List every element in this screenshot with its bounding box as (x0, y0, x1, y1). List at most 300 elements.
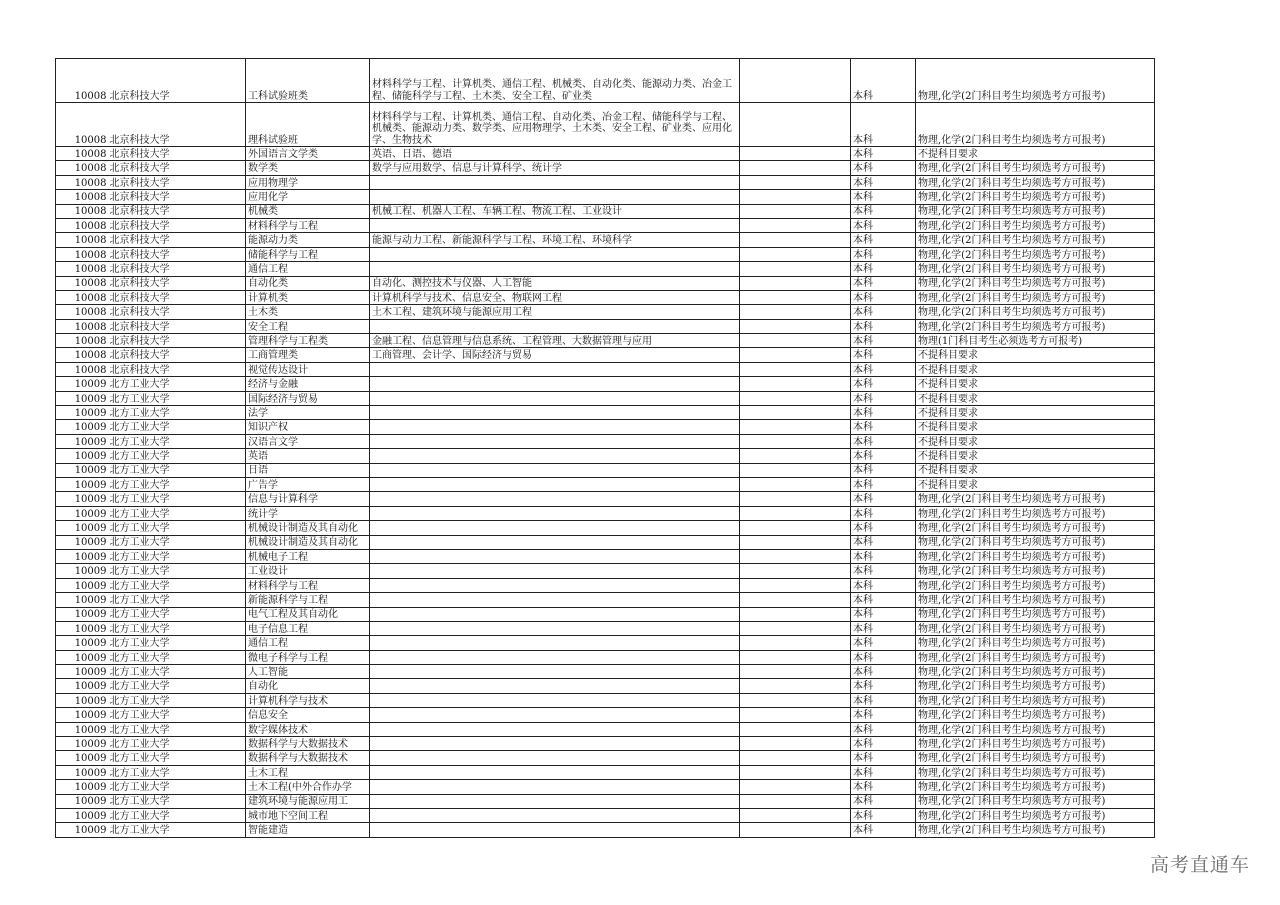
subject-requirement-cell: 物理,化学(2门科目考生均须选考方可报考) (916, 737, 1155, 751)
major-cell: 人工智能 (246, 665, 370, 679)
table-row (56, 334, 1155, 348)
school-code-cell: 10009 (56, 477, 108, 491)
major-cell: 能源动力类 (246, 233, 370, 247)
university-cell: 北方工业大学 (108, 406, 246, 420)
blank-cell (740, 679, 851, 693)
major-cell: 应用化学 (246, 190, 370, 204)
level-cell: 本科 (851, 190, 916, 204)
blank-cell (740, 492, 851, 506)
subject-requirement-cell: 不提科目要求 (916, 463, 1155, 477)
subject-requirement-cell: 物理,化学(2门科目考生均须选考方可报考) (916, 693, 1155, 707)
university-cell: 北方工业大学 (108, 521, 246, 535)
university-cell: 北京科技大学 (108, 175, 246, 189)
table-row (56, 521, 1155, 535)
table-row (56, 621, 1155, 635)
included-majors-cell (370, 823, 740, 837)
blank-cell (740, 449, 851, 463)
major-cell: 自动化 (246, 679, 370, 693)
included-majors-cell: 土木工程、建筑环境与能源应用工程 (370, 305, 740, 319)
university-cell: 北方工业大学 (108, 751, 246, 765)
table-row (56, 348, 1155, 362)
level-cell: 本科 (851, 535, 916, 549)
subject-requirement-cell: 物理,化学(2门科目考生均须选考方可报考) (916, 751, 1155, 765)
major-cell: 土木工程 (246, 765, 370, 779)
level-cell: 本科 (851, 247, 916, 261)
blank-cell (740, 434, 851, 448)
university-cell: 北方工业大学 (108, 564, 246, 578)
major-cell: 材料科学与工程 (246, 578, 370, 592)
university-cell: 北方工业大学 (108, 765, 246, 779)
blank-cell (740, 521, 851, 535)
table-row (56, 262, 1155, 276)
table-row (56, 549, 1155, 563)
included-majors-cell (370, 607, 740, 621)
level-cell: 本科 (851, 823, 916, 837)
school-code-cell: 10009 (56, 794, 108, 808)
subject-requirement-cell: 物理,化学(2门科目考生均须选考方可报考) (916, 578, 1155, 592)
subject-requirement-cell: 不提科目要求 (916, 434, 1155, 448)
major-cell: 土木类 (246, 305, 370, 319)
blank-cell (740, 708, 851, 722)
table-row (56, 751, 1155, 765)
table-row (56, 780, 1155, 794)
level-cell: 本科 (851, 276, 916, 290)
major-cell: 广告学 (246, 477, 370, 491)
major-cell: 微电子科学与工程 (246, 650, 370, 664)
school-code-cell: 10009 (56, 449, 108, 463)
table-row (56, 463, 1155, 477)
major-cell: 数学类 (246, 161, 370, 175)
subject-requirement-cell: 不提科目要求 (916, 391, 1155, 405)
major-cell: 材料科学与工程 (246, 218, 370, 232)
level-cell: 本科 (851, 449, 916, 463)
included-majors-cell (370, 621, 740, 635)
school-code-cell: 10008 (56, 362, 108, 376)
university-cell: 北方工业大学 (108, 593, 246, 607)
table-row (56, 665, 1155, 679)
blank-cell (740, 391, 851, 405)
included-majors-cell (370, 780, 740, 794)
subject-requirement-cell: 物理,化学(2门科目考生均须选考方可报考) (916, 722, 1155, 736)
university-cell: 北京科技大学 (108, 247, 246, 261)
level-cell: 本科 (851, 434, 916, 448)
subject-requirement-cell: 物理(1门科目考生必须选考方可报考) (916, 334, 1155, 348)
university-cell: 北京科技大学 (108, 204, 246, 218)
watermark: 高考直通车 (1149, 854, 1250, 876)
blank-cell (740, 334, 851, 348)
university-cell: 北方工业大学 (108, 434, 246, 448)
school-code-cell: 10009 (56, 506, 108, 520)
university-cell: 北方工业大学 (108, 477, 246, 491)
table-row (56, 161, 1155, 175)
level-cell: 本科 (851, 262, 916, 276)
included-majors-cell (370, 434, 740, 448)
table-row (56, 679, 1155, 693)
table-row (56, 636, 1155, 650)
university-cell: 北方工业大学 (108, 693, 246, 707)
included-majors-cell (370, 492, 740, 506)
school-code-cell: 10009 (56, 549, 108, 563)
table-row (56, 391, 1155, 405)
university-cell: 北京科技大学 (108, 276, 246, 290)
university-cell: 北京科技大学 (108, 218, 246, 232)
blank-cell (740, 161, 851, 175)
blank-cell (740, 665, 851, 679)
table-row (56, 765, 1155, 779)
blank-cell (740, 190, 851, 204)
included-majors-cell (370, 506, 740, 520)
blank-cell (740, 535, 851, 549)
subject-requirement-cell: 物理,化学(2门科目考生均须选考方可报考) (916, 823, 1155, 837)
blank-cell (740, 406, 851, 420)
subject-requirement-cell: 物理,化学(2门科目考生均须选考方可报考) (916, 175, 1155, 189)
school-code-cell: 10009 (56, 535, 108, 549)
table-row (56, 406, 1155, 420)
included-majors-cell (370, 679, 740, 693)
university-cell: 北方工业大学 (108, 377, 246, 391)
table-row (56, 823, 1155, 837)
blank-cell (740, 650, 851, 664)
subject-requirement-cell: 不提科目要求 (916, 348, 1155, 362)
included-majors-cell (370, 564, 740, 578)
major-cell: 自动化类 (246, 276, 370, 290)
blank-cell (740, 290, 851, 304)
school-code-cell: 10008 (56, 161, 108, 175)
blank-cell (740, 506, 851, 520)
included-majors-cell (370, 420, 740, 434)
school-code-cell: 10009 (56, 765, 108, 779)
blank-cell (740, 765, 851, 779)
blank-cell (740, 737, 851, 751)
major-cell: 信息与计算科学 (246, 492, 370, 506)
major-cell: 数字媒体技术 (246, 722, 370, 736)
table-row (56, 650, 1155, 664)
level-cell: 本科 (851, 233, 916, 247)
blank-cell (740, 262, 851, 276)
blank-cell (740, 593, 851, 607)
major-cell: 管理科学与工程类 (246, 334, 370, 348)
blank-cell (740, 808, 851, 822)
subject-requirement-cell: 物理,化学(2门科目考生均须选考方可报考) (916, 492, 1155, 506)
major-cell: 工科试验班类 (246, 59, 370, 103)
major-cell: 计算机类 (246, 290, 370, 304)
level-cell: 本科 (851, 59, 916, 103)
major-cell: 新能源科学与工程 (246, 593, 370, 607)
included-majors-cell: 机械工程、机器人工程、车辆工程、物流工程、工业设计 (370, 204, 740, 218)
university-cell: 北京科技大学 (108, 103, 246, 147)
subject-requirement-cell: 物理,化学(2门科目考生均须选考方可报考) (916, 808, 1155, 822)
level-cell: 本科 (851, 218, 916, 232)
school-code-cell: 10008 (56, 218, 108, 232)
university-cell: 北方工业大学 (108, 679, 246, 693)
major-cell: 统计学 (246, 506, 370, 520)
level-cell: 本科 (851, 751, 916, 765)
university-cell: 北方工业大学 (108, 722, 246, 736)
subject-requirement-cell: 物理,化学(2门科目考生均须选考方可报考) (916, 765, 1155, 779)
school-code-cell: 10009 (56, 751, 108, 765)
subject-requirement-cell: 物理,化学(2门科目考生均须选考方可报考) (916, 636, 1155, 650)
included-majors-cell (370, 808, 740, 822)
included-majors-cell (370, 190, 740, 204)
subject-requirement-cell: 物理,化学(2门科目考生均须选考方可报考) (916, 780, 1155, 794)
subject-requirement-cell: 物理,化学(2门科目考生均须选考方可报考) (916, 190, 1155, 204)
school-code-cell: 10009 (56, 823, 108, 837)
school-code-cell: 10009 (56, 808, 108, 822)
blank-cell (740, 59, 851, 103)
major-cell: 通信工程 (246, 636, 370, 650)
included-majors-cell (370, 218, 740, 232)
level-cell: 本科 (851, 665, 916, 679)
university-cell: 北京科技大学 (108, 362, 246, 376)
level-cell: 本科 (851, 693, 916, 707)
level-cell: 本科 (851, 780, 916, 794)
included-majors-cell (370, 247, 740, 261)
table-row (56, 492, 1155, 506)
included-majors-cell (370, 549, 740, 563)
subject-requirement-cell: 物理,化学(2门科目考生均须选考方可报考) (916, 593, 1155, 607)
blank-cell (740, 607, 851, 621)
level-cell: 本科 (851, 161, 916, 175)
table-row (56, 305, 1155, 319)
subject-requirement-cell: 物理,化学(2门科目考生均须选考方可报考) (916, 665, 1155, 679)
level-cell: 本科 (851, 564, 916, 578)
university-cell: 北京科技大学 (108, 161, 246, 175)
blank-cell (740, 751, 851, 765)
university-cell: 北方工业大学 (108, 737, 246, 751)
subject-requirement-cell: 物理,化学(2门科目考生均须选考方可报考) (916, 319, 1155, 333)
subject-requirement-cell: 物理,化学(2门科目考生均须选考方可报考) (916, 59, 1155, 103)
subject-requirement-cell: 物理,化学(2门科目考生均须选考方可报考) (916, 218, 1155, 232)
level-cell: 本科 (851, 607, 916, 621)
subject-requirement-cell: 物理,化学(2门科目考生均须选考方可报考) (916, 549, 1155, 563)
major-cell: 视觉传达设计 (246, 362, 370, 376)
university-cell: 北方工业大学 (108, 578, 246, 592)
level-cell: 本科 (851, 334, 916, 348)
subject-requirement-cell: 物理,化学(2门科目考生均须选考方可报考) (916, 535, 1155, 549)
included-majors-cell (370, 521, 740, 535)
subject-requirement-cell: 不提科目要求 (916, 377, 1155, 391)
table-row (56, 290, 1155, 304)
major-cell: 国际经济与贸易 (246, 391, 370, 405)
subject-requirement-cell: 物理,化学(2门科目考生均须选考方可报考) (916, 233, 1155, 247)
major-cell: 机械设计制造及其自动化 (246, 535, 370, 549)
university-cell: 北京科技大学 (108, 348, 246, 362)
major-cell: 计算机科学与技术 (246, 693, 370, 707)
university-cell: 北京科技大学 (108, 305, 246, 319)
table-row (56, 722, 1155, 736)
school-code-cell: 10009 (56, 377, 108, 391)
school-code-cell: 10009 (56, 492, 108, 506)
table-row (56, 607, 1155, 621)
school-code-cell: 10008 (56, 233, 108, 247)
table-row (56, 362, 1155, 376)
subject-requirement-cell: 不提科目要求 (916, 362, 1155, 376)
major-cell: 数据科学与大数据技术 (246, 737, 370, 751)
university-cell: 北京科技大学 (108, 334, 246, 348)
school-code-cell: 10008 (56, 175, 108, 189)
school-code-cell: 10009 (56, 391, 108, 405)
included-majors-cell (370, 665, 740, 679)
blank-cell (740, 636, 851, 650)
major-cell: 建筑环境与能源应用工 (246, 794, 370, 808)
level-cell: 本科 (851, 549, 916, 563)
level-cell: 本科 (851, 290, 916, 304)
blank-cell (740, 362, 851, 376)
spreadsheet-table (55, 58, 1155, 838)
blank-cell (740, 204, 851, 218)
included-majors-cell: 工商管理、会计学、国际经济与贸易 (370, 348, 740, 362)
level-cell: 本科 (851, 492, 916, 506)
level-cell: 本科 (851, 406, 916, 420)
school-code-cell: 10009 (56, 578, 108, 592)
included-majors-cell (370, 477, 740, 491)
blank-cell (740, 247, 851, 261)
level-cell: 本科 (851, 506, 916, 520)
school-code-cell: 10009 (56, 780, 108, 794)
table-row (56, 377, 1155, 391)
major-cell: 知识产权 (246, 420, 370, 434)
included-majors-cell (370, 636, 740, 650)
included-majors-cell (370, 175, 740, 189)
school-code-cell: 10009 (56, 693, 108, 707)
university-cell: 北方工业大学 (108, 463, 246, 477)
major-cell: 城市地下空间工程 (246, 808, 370, 822)
included-majors-cell (370, 463, 740, 477)
blank-cell (740, 348, 851, 362)
subject-requirement-cell: 不提科目要求 (916, 449, 1155, 463)
included-majors-cell (370, 693, 740, 707)
university-cell: 北京科技大学 (108, 262, 246, 276)
included-majors-cell (370, 765, 740, 779)
subject-requirement-cell: 物理,化学(2门科目考生均须选考方可报考) (916, 621, 1155, 635)
blank-cell (740, 305, 851, 319)
major-cell: 数据科学与大数据技术 (246, 751, 370, 765)
included-majors-cell: 材料科学与工程、计算机类、通信工程、自动化类、冶金工程、储能科学与工程、机械类、能源动力类、数学类、应用物理学、土木类、安全工程、矿业类、应用化学、生物技术 (370, 103, 740, 147)
included-majors-cell: 自动化、测控技术与仪器、人工智能 (370, 276, 740, 290)
major-cell: 工商管理类 (246, 348, 370, 362)
school-code-cell: 10009 (56, 621, 108, 635)
level-cell: 本科 (851, 477, 916, 491)
major-cell: 电气工程及其自动化 (246, 607, 370, 621)
table-row (56, 175, 1155, 189)
school-code-cell: 10008 (56, 290, 108, 304)
level-cell: 本科 (851, 593, 916, 607)
level-cell: 本科 (851, 463, 916, 477)
school-code-cell: 10009 (56, 679, 108, 693)
level-cell: 本科 (851, 521, 916, 535)
school-code-cell: 10008 (56, 103, 108, 147)
university-cell: 北方工业大学 (108, 535, 246, 549)
level-cell: 本科 (851, 679, 916, 693)
table-row (56, 190, 1155, 204)
school-code-cell: 10009 (56, 420, 108, 434)
blank-cell (740, 477, 851, 491)
level-cell: 本科 (851, 305, 916, 319)
included-majors-cell (370, 406, 740, 420)
school-code-cell: 10008 (56, 348, 108, 362)
included-majors-cell: 英语、日语、德语 (370, 147, 740, 161)
major-cell: 英语 (246, 449, 370, 463)
major-cell: 日语 (246, 463, 370, 477)
school-code-cell: 10008 (56, 204, 108, 218)
subject-requirement-cell: 物理,化学(2门科目考生均须选考方可报考) (916, 708, 1155, 722)
major-cell: 应用物理学 (246, 175, 370, 189)
table-row (56, 578, 1155, 592)
school-code-cell: 10008 (56, 59, 108, 103)
blank-cell (740, 276, 851, 290)
included-majors-cell (370, 362, 740, 376)
included-majors-cell (370, 262, 740, 276)
table-row (56, 434, 1155, 448)
university-cell: 北方工业大学 (108, 621, 246, 635)
school-code-cell: 10008 (56, 190, 108, 204)
school-code-cell: 10008 (56, 262, 108, 276)
subject-requirement-cell: 物理,化学(2门科目考生均须选考方可报考) (916, 521, 1155, 535)
table-row (56, 147, 1155, 161)
school-code-cell: 10008 (56, 334, 108, 348)
included-majors-cell (370, 578, 740, 592)
table-row (56, 693, 1155, 707)
level-cell: 本科 (851, 808, 916, 822)
level-cell: 本科 (851, 794, 916, 808)
table-row (56, 204, 1155, 218)
university-cell: 北京科技大学 (108, 233, 246, 247)
university-cell: 北方工业大学 (108, 794, 246, 808)
school-code-cell: 10008 (56, 319, 108, 333)
included-majors-cell (370, 708, 740, 722)
included-majors-cell (370, 751, 740, 765)
blank-cell (740, 175, 851, 189)
included-majors-cell (370, 535, 740, 549)
table-row (56, 506, 1155, 520)
level-cell: 本科 (851, 204, 916, 218)
university-cell: 北方工业大学 (108, 549, 246, 563)
university-cell: 北方工业大学 (108, 420, 246, 434)
major-cell: 机械设计制造及其自动化 (246, 521, 370, 535)
level-cell: 本科 (851, 578, 916, 592)
subject-requirement-cell: 物理,化学(2门科目考生均须选考方可报考) (916, 506, 1155, 520)
included-majors-cell (370, 319, 740, 333)
subject-requirement-cell: 物理,化学(2门科目考生均须选考方可报考) (916, 679, 1155, 693)
table-row (56, 477, 1155, 491)
subject-requirement-cell: 物理,化学(2门科目考生均须选考方可报考) (916, 276, 1155, 290)
included-majors-cell (370, 650, 740, 664)
blank-cell (740, 780, 851, 794)
level-cell: 本科 (851, 621, 916, 635)
school-code-cell: 10009 (56, 722, 108, 736)
subject-requirement-cell: 不提科目要求 (916, 477, 1155, 491)
university-cell: 北方工业大学 (108, 780, 246, 794)
university-cell: 北京科技大学 (108, 190, 246, 204)
school-code-cell: 10009 (56, 708, 108, 722)
level-cell: 本科 (851, 175, 916, 189)
subject-requirement-cell: 不提科目要求 (916, 420, 1155, 434)
level-cell: 本科 (851, 737, 916, 751)
blank-cell (740, 794, 851, 808)
subject-requirement-cell: 物理,化学(2门科目考生均须选考方可报考) (916, 650, 1155, 664)
table-row (56, 708, 1155, 722)
table-row (56, 593, 1155, 607)
table-row (56, 420, 1155, 434)
level-cell: 本科 (851, 420, 916, 434)
subject-requirement-cell: 物理,化学(2门科目考生均须选考方可报考) (916, 607, 1155, 621)
school-code-cell: 10009 (56, 665, 108, 679)
included-majors-cell (370, 593, 740, 607)
major-cell: 电子信息工程 (246, 621, 370, 635)
subject-requirement-cell: 物理,化学(2门科目考生均须选考方可报考) (916, 204, 1155, 218)
major-cell: 信息安全 (246, 708, 370, 722)
level-cell: 本科 (851, 362, 916, 376)
